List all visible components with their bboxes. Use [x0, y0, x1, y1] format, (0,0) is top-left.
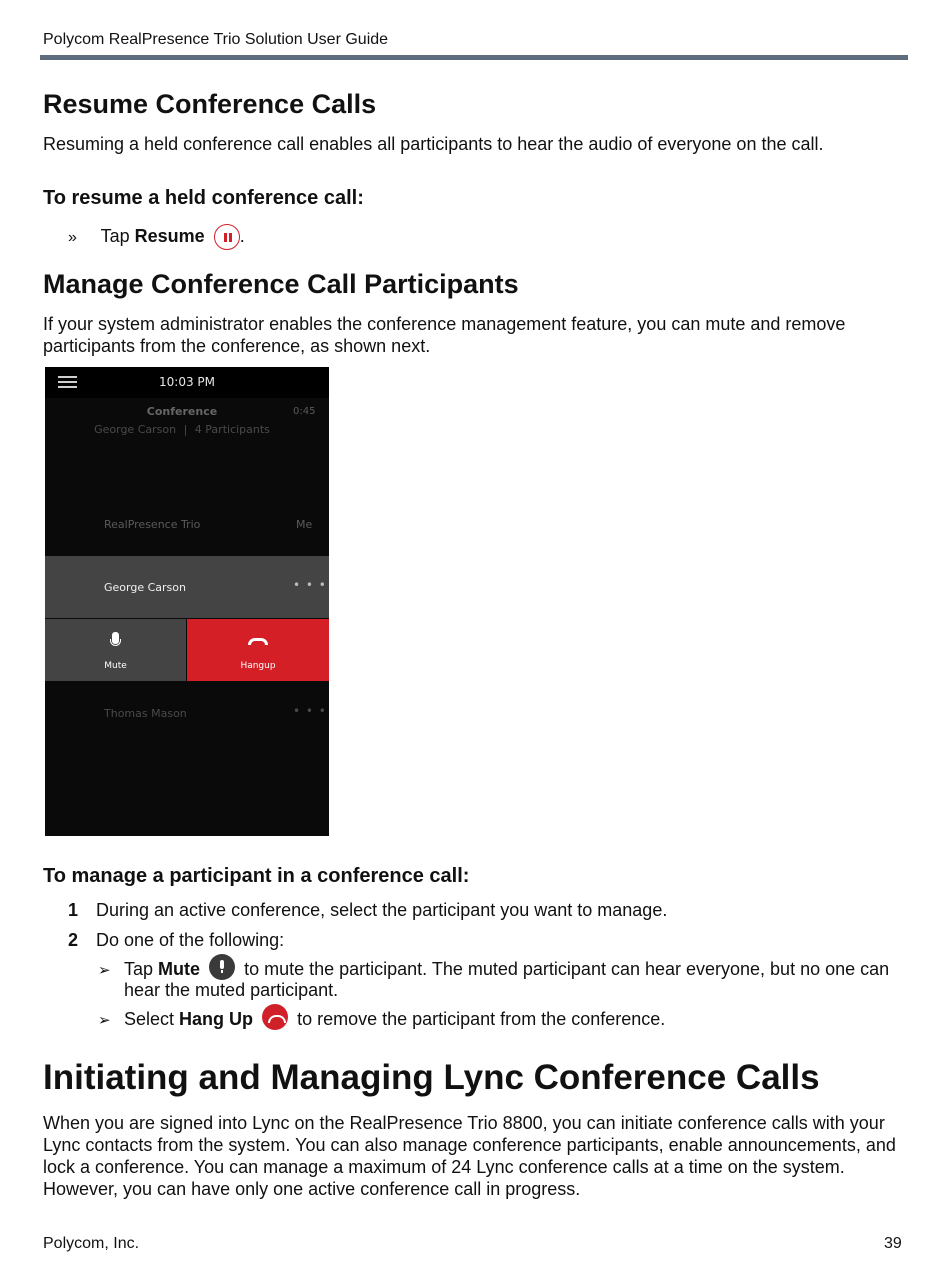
participant-name-other[interactable]: Thomas Mason	[104, 707, 187, 720]
header-rule	[40, 55, 908, 60]
participant-count: 4 Participants	[194, 423, 270, 436]
step-number-2: 2	[68, 930, 79, 950]
step-bullet: »	[68, 228, 77, 246]
conference-subtitle	[45, 423, 319, 436]
more-options-icon-other[interactable]: • • •	[293, 704, 327, 718]
call-duration: 0:45	[293, 406, 316, 417]
sub-step-mute	[124, 959, 909, 1001]
footer-company: Polycom, Inc.	[43, 1235, 140, 1252]
mute-term: Mute	[158, 959, 201, 979]
step-text-1: During an active conference, select the participant you want to manage.	[96, 900, 668, 920]
participant-self-tag: Me	[296, 518, 313, 531]
conference-title: Conference	[146, 405, 218, 418]
sub-step-hangup-desc: to remove the participant from the conference.	[297, 1009, 666, 1029]
hangup-term: Hang Up	[179, 1009, 254, 1029]
mute-button[interactable]	[45, 619, 186, 681]
hangup-label: Hangup	[240, 661, 276, 671]
step-number-1: 1	[68, 900, 79, 920]
chapter-heading-lync: Initiating and Managing Lync Conference Calls	[43, 1058, 820, 1097]
hangup-icon	[262, 1004, 288, 1030]
mute-icon	[209, 954, 235, 980]
subtitle-separator: |	[183, 423, 188, 436]
procedure-heading-resume: To resume a held conference call:	[43, 187, 364, 209]
more-options-icon[interactable]: • • •	[293, 578, 327, 592]
running-header: Polycom RealPresence Trio Solution User Guide	[43, 31, 389, 48]
step-text-2: Do one of the following:	[96, 930, 285, 950]
microphone-stand	[110, 639, 121, 646]
sub-step-tap: Tap	[124, 959, 154, 979]
subtitle-name: George Carson	[94, 423, 177, 436]
section-heading-resume: Resume Conference Calls	[43, 89, 377, 119]
step-tap-text: Tap	[100, 225, 130, 246]
phone-screenshot	[45, 367, 329, 836]
sub-step-mute-desc: to mute the participant. The muted participant can hear everyone, but no one can hear the muted participant.	[124, 959, 890, 1001]
sub-bullet-2: ➢	[98, 1012, 111, 1029]
resume-intro: Resuming a held conference call enables all participants to hear the audio of everyone on the call.	[43, 134, 824, 154]
lync-body: When you are signed into Lync on the RealPresence Trio 8800, you can initiate conference calls with your Lync contacts from the system. You can also manage conference participants, enable announcements, and lock a conference. You can manage a maximum of 24 Lync conference calls at a time on the system. However, you can have only one active conference call in progress.	[43, 1113, 896, 1199]
sub-step-hangup	[124, 1009, 909, 1030]
hangup-button[interactable]	[187, 619, 329, 681]
step-period: .	[239, 225, 245, 246]
participant-name-selected: George Carson	[104, 581, 186, 594]
handset-icon	[248, 638, 268, 645]
mute-label: Mute	[104, 661, 127, 671]
procedure-heading-manage: To manage a participant in a conference call:	[43, 865, 470, 887]
participant-self-name[interactable]: RealPresence Trio	[104, 518, 201, 531]
manage-intro: If your system administrator enables the conference management feature, you can mute and remove participants from the conference, as shown next.	[43, 314, 846, 356]
resume-step	[68, 224, 245, 250]
resume-icon	[214, 224, 240, 250]
section-heading-manage: Manage Conference Call Participants	[43, 269, 519, 299]
sub-step-select: Select	[124, 1009, 175, 1029]
sub-bullet-1: ➢	[98, 962, 111, 979]
resume-label: Resume	[134, 225, 205, 246]
participant-row-selected[interactable]	[45, 556, 329, 618]
page-number: 39	[884, 1235, 902, 1252]
phone-time: 10:03 PM	[159, 375, 215, 389]
